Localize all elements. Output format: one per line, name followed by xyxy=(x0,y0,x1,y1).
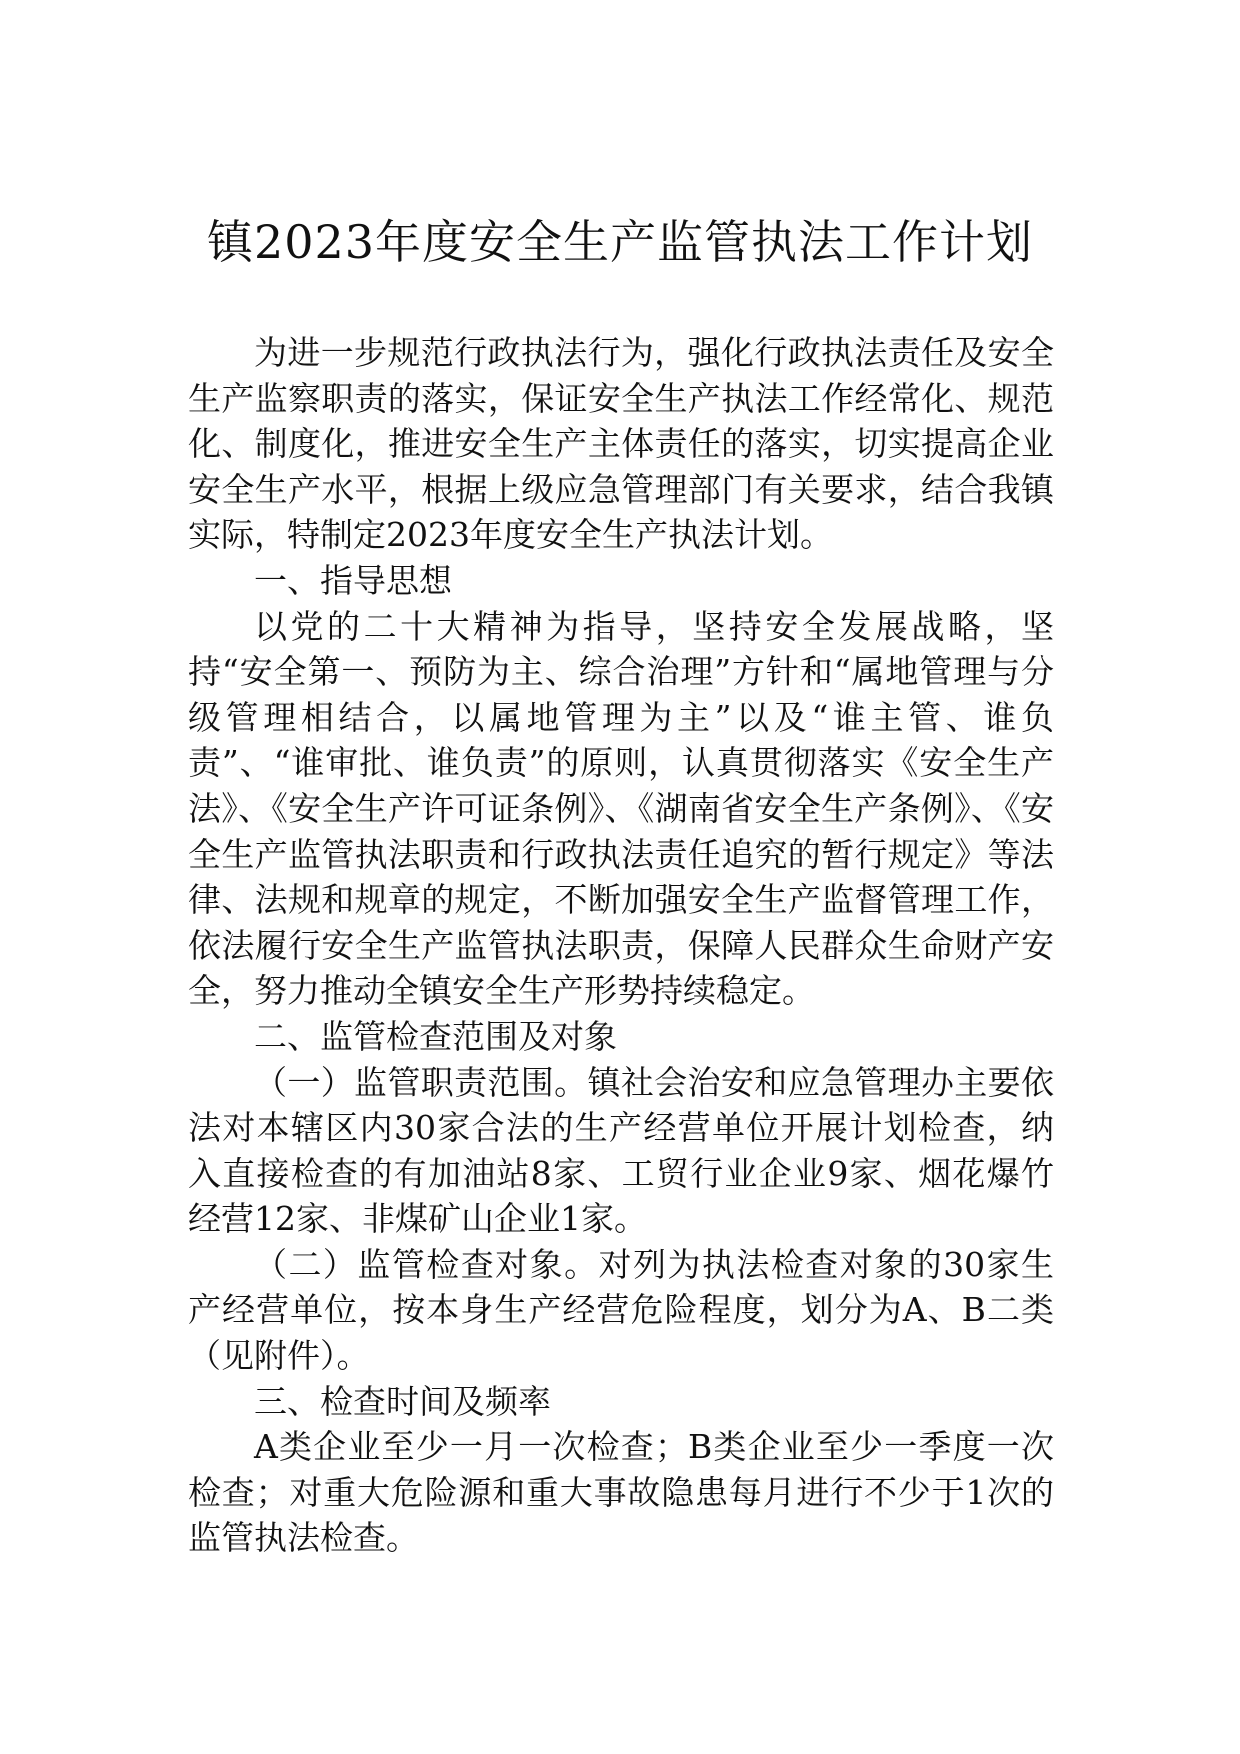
scope-paragraph: （一）监管职责范围。镇社会治安和应急管理办主要依法对本辖区内30家合法的生产经营单位开展计划检查，纳入直接检查的有加油站8家、工贸行业企业9家、烟花爆竹经营12家、非煤矿山企业1家。 xyxy=(188,1062,1054,1239)
document-title: 镇2023年度安全生产监管执法工作计划 xyxy=(206,215,1034,269)
section-heading-time-and-frequency: 三、检查时间及频率 xyxy=(254,1381,551,1421)
targets-paragraph: （二）监管检查对象。对列为执法检查对象的30家生产经营单位，按本身生产经营危险程度，划分为A、B二类（见附件）。 xyxy=(188,1244,1054,1376)
guiding-ideology-paragraph: 以党的二十大精神为指导，坚持安全发展战略，坚持“安全第一、预防为主、综合治理”方针和“属地管理与分级管理相结合，以属地管理为主”以及“谁主管、谁负责”、“谁审批、谁负责”的原则，认真贯彻落实《安全生产法》、《安全生产许可证条例》、《湖南省安全生产条例》、《安全生产监管执法职责和行政执法责任追究的暂行规定》等法律、法规和规章的规定，不断加强安全生产监督管理工作，依法履行安全生产监管执法职责，保障人民群众生命财产安全，努力推动全镇安全生产形势持续稳定。 xyxy=(188,606,1054,1011)
frequency-paragraph: A类企业至少一月一次检查；B类企业至少一季度一次检查；对重大危险源和重大事故隐患每月进行不少于1次的监管执法检查。 xyxy=(188,1427,1054,1558)
document-body xyxy=(188,330,1054,1561)
section-heading-guiding-ideology: 一、指导思想 xyxy=(254,560,452,600)
section-heading-scope-and-targets: 二、监管检查范围及对象 xyxy=(254,1016,617,1056)
intro-paragraph: 为进一步规范行政执法行为，强化行政执法责任及安全生产监察职责的落实，保证安全生产执法工作经常化、规范化、制度化，推进安全生产主体责任的落实，切实提高企业安全生产水平，根据上级应急管理部门有关要求，结合我镇实际，特制定2023年度安全生产执法计划。 xyxy=(188,333,1054,555)
